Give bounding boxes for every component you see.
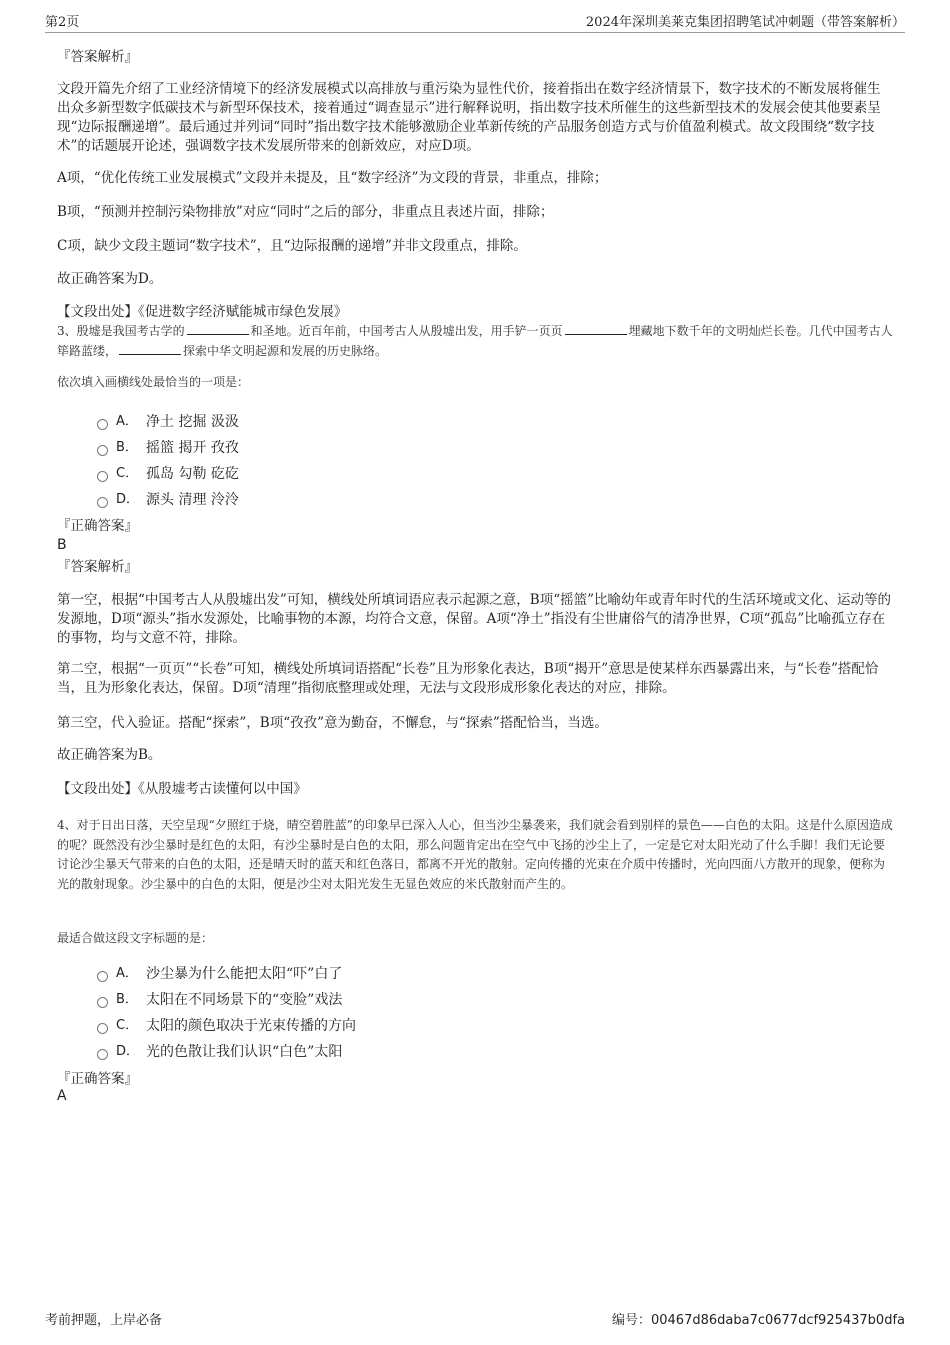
radio-icon[interactable] [97,419,108,430]
q2-analysis-p4: C项，缺少文段主题词“数字技术”，且“边际报酬的递增”并非文段重点，排除。 [57,238,527,254]
q3-stem-c: 埋藏地下数千年的文明灿烂长卷。几代中国考古人筚路蓝缕， [57,324,893,358]
q2-analysis-p3: B项，“预测并控制污染物排放”对应“同时”之后的部分，非重点且表述片面，排除； [57,204,554,220]
q4-option-b[interactable] [97,990,342,1010]
option-key: C． [116,1018,139,1033]
q3-option-a[interactable] [97,412,239,432]
radio-icon[interactable] [97,1049,108,1060]
radio-icon[interactable] [97,1023,108,1034]
option-text: 太阳在不同场景下的“变脸”戏法 [146,992,343,1008]
radio-icon[interactable] [97,497,108,508]
q4-stem: 4、对于日出日落，天空呈现“夕照红于烧，晴空碧胜蓝”的印象早已深入人心，但当沙尘暴袭来，我们就会看到别样的景色——白色的太阳。这是什么原因造成的呢？既然没有沙尘暴时是红色的太阳，有沙尘暴时是白色的太阳，那么问题肯定出在空气中飞扬的沙尘上了，一定是它对太阳光动了什么手脚！我们无论要讨论沙尘暴天气带来的白色的太阳，还是晴天时的蓝天和红色落日，都离不开光的散射。定向传播的光束在介质中传播时，光向四面八方散开的现象，便称为光的散射现象。沙尘暴中的白色的太阳，便是沙尘对太阳光发生无显色效应的米氏散射而产生的。 [57,818,893,891]
option-key: A． [116,414,138,429]
document-title: 2024年深圳美莱克集团招聘笔试冲刺题（带答案解析） [585,15,905,30]
footer-slogan: 考前押题，上岸必备 [45,1313,163,1328]
option-text: 净土 挖掘 汲汲 [146,414,239,430]
q3-option-c[interactable] [97,464,239,484]
option-key: C． [116,466,139,481]
radio-icon[interactable] [97,971,108,982]
q3-correct-answer: B [57,537,67,553]
radio-icon[interactable] [97,471,108,482]
q4-option-d[interactable] [97,1042,342,1062]
option-key: D． [116,492,140,507]
option-text: 太阳的颜色取决于光束传播的方向 [146,1018,356,1034]
radio-icon[interactable] [97,997,108,1008]
q4-prompt: 最适合做这段文字标题的是： [57,931,214,945]
q3-correct-label: 『正确答案』 [57,518,138,534]
q2-analysis-p1: 文段开篇先介绍了工业经济情境下的经济发展模式以高排放与重污染为显性代价，接着指出在数字经济情景下，数字技术的不断发展将催生出众多新型数字低碳技术与新型环保技术，接着通过“调查显示”进行解释说明，指出数字技术所催生的这些新型技术的发展会使其他要素呈现“边际报酬递增”。最后通过并列词“同时”指出数字技术能够激励企业革新传统的产品服务创造方式与价值盈利模式。故文段围绕“数字技术”的话题展开论述，强调数字技术发展所带来的创新效应，对应D项。 [57,81,881,154]
option-text: 光的色散让我们认识“白色”太阳 [146,1044,343,1060]
q2-analysis-p2: A项，“优化传统工业发展模式”文段并未提及，且“数字经济”为文段的背景，非重点，排除； [57,170,608,186]
q3-option-d[interactable] [97,490,239,510]
q4-option-a[interactable] [97,964,342,984]
q3-analysis-p2: 第二空，根据“一页页”“长卷”可知，横线处所填词语搭配“长卷”且为形象化表达，B项“揭开”意思是使某样东西暴露出来，与“长卷”搭配恰当，且为形象化表达，保留。D项“清理”指彻底整理或处理，无法与文段形成形象化表达的对应，排除。 [57,661,879,696]
page-number: 第2页 [45,15,80,30]
page-header [45,14,905,33]
option-key: B． [116,440,138,455]
blank-2 [565,322,627,335]
q3-analysis-p1: 第一空，根据“中国考古人从殷墟出发”可知，横线处所填词语应表示起源之意，B项“摇篮”比喻幼年或青年时代的生活环境或文化、运动等的发源地，D项“源头”指水发源处，比喻事物的本源，均符合文意，保留。A项“净土”指没有尘世庸俗气的清净世界，C项“孤岛”比喻孤立存在的事物，均与文意不符，排除。 [57,592,892,646]
q3-stem-a: 3、殷墟是我国考古学的 [57,324,185,338]
option-key: A． [116,966,138,981]
q3-option-b[interactable] [97,438,239,458]
footer-serial: 编号：00467d86daba7c0677dcf925437b0dfa [611,1313,905,1328]
option-text: 源头 清理 泠泠 [146,492,239,508]
q4-correct-answer: A [57,1088,67,1104]
option-text: 孤岛 勾勒 矻矻 [146,466,239,482]
q3-source: 【文段出处】《从殷墟考古读懂何以中国》 [57,781,307,797]
option-key: D． [116,1044,140,1059]
q2-source: 【文段出处】《促进数字经济赋能城市绿色发展》 [57,304,348,320]
q4-correct-label: 『正确答案』 [57,1071,138,1087]
q2-answer-line: 故正确答案为D。 [57,271,163,287]
q2-analysis-label: 『答案解析』 [57,49,138,65]
q3-analysis-label: 『答案解析』 [57,559,138,575]
q3-prompt: 依次填入画横线处最恰当的一项是： [57,375,250,389]
option-text: 摇篮 揭开 孜孜 [146,440,239,456]
q4-option-c[interactable] [97,1016,356,1036]
q3-answer-line: 故正确答案为B。 [57,747,162,763]
q3-stem-b: 和圣地。近百年前，中国考古人从殷墟出发，用手铲一页页 [250,324,563,338]
q3-stem [57,322,893,361]
option-key: B． [116,992,138,1007]
q3-analysis-p3: 第三空，代入验证。搭配“探索”，B项“孜孜”意为勤奋，不懈怠，与“探索”搭配恰当，当选。 [57,715,608,731]
blank-3 [119,342,181,355]
q3-stem-d: 探索中华文明起源和发展的历史脉络。 [183,343,388,358]
option-text: 沙尘暴为什么能把太阳“吓”白了 [146,966,343,982]
blank-1 [187,322,249,335]
radio-icon[interactable] [97,445,108,456]
